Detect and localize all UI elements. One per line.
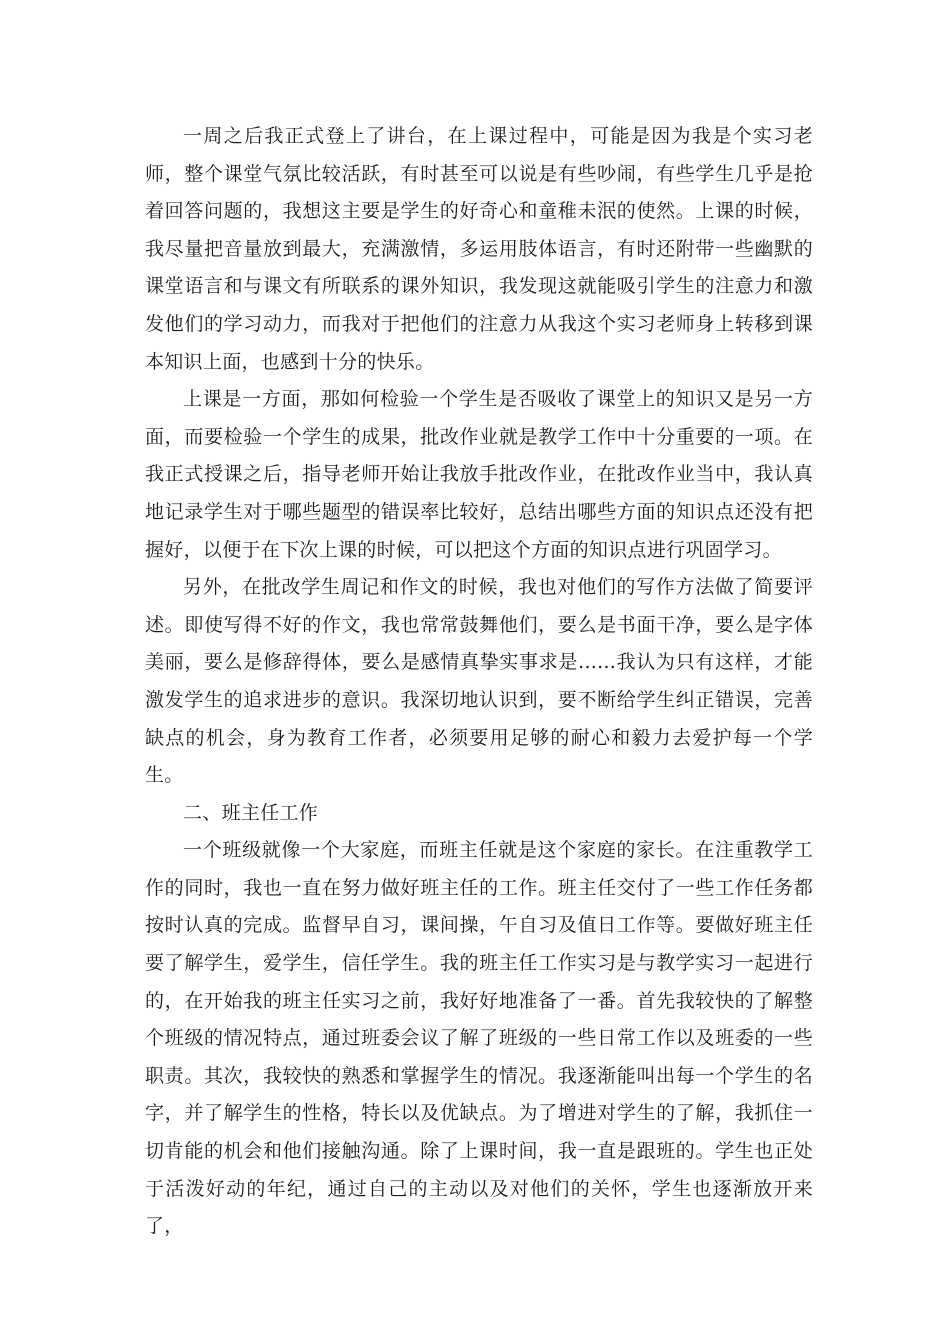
paragraph-homework-grading: 上课是一方面，那如何检验一个学生是否吸收了课堂上的知识又是另一方面，而要检验一个学生的成果，批改作业就是教学工作中十分重要的一项。在我正式授课之后，指导老师开始让我放手批改作业，在批改作业当中，我认真地记录学生对于哪些题型的错误率比较好，总结出哪些方面的知识点还没有把握好，以便于在下次上课的时候，可以把这个方面的知识点进行巩固学习。	[145, 388, 813, 561]
document-body	[145, 118, 813, 1246]
section-heading: 二、班主任工作	[183, 801, 319, 824]
paragraph-teaching-class: 一周之后我正式登上了讲台，在上课过程中，可能是因为我是个实习老师，整个课堂气氛比较活跃，有时甚至可以说是有些吵闹，有些学生几乎是抢着回答问题的，我想这主要是学生的好奇心和童稚未泯的使然。上课的时候，我尽量把音量放到最大，充满激情，多运用肢体语言，有时还附带一些幽默的课堂语言和与课文有所联系的课外知识，我发现这就能吸引学生的注意力和激发他们的学习动力，而我对于把他们的注意力从我这个实习老师身上转移到课本知识上面，也感到十分的快乐。	[145, 125, 813, 373]
paragraph-essay-feedback: 另外，在批改学生周记和作文的时候，我也对他们的写作方法做了简要评述。即使写得不好的作文，我也常常鼓舞他们，要么是书面干净，要么是字体美丽，要么是修辞得体，要么是感情真挚实事求是......我认为只有这样，才能激发学生的追求进步的意识。我深切地认识到，要不断给学生纠正错误，完善缺点的机会，身为教育工作者，必须要用足够的耐心和毅力去爱护每一个学生。	[145, 576, 813, 787]
paragraph-class-teacher-work: 一个班级就像一个大家庭，而班主任就是这个家庭的家长。在注重教学工作的同时，我也一直在努力做好班主任的工作。班主任交付了一些工作任务都按时认真的完成。监督早自习，课间操，午自习及值日工作等。要做好班主任要了解学生，爱学生，信任学生。我的班主任工作实习是与教学实习一起进行的，在开始我的班主任实习之前，我好好地准备了一番。首先我较快的了解整个班级的情况特点，通过班委会议了解了班级的一些日常工作以及班委的一些职责。其次，我较快的熟悉和掌握学生的情况。我逐渐能叫出每一个学生的名字，并了解学生的性格，特长以及优缺点。为了增进对学生的了解，我抓住一切肯能的机会和他们接触沟通。除了上课时间，我一直是跟班的。学生也正处于活泼好动的年纪，通过自己的主动以及对他们的关怀，学生也逐渐放开来了，	[145, 839, 813, 1238]
